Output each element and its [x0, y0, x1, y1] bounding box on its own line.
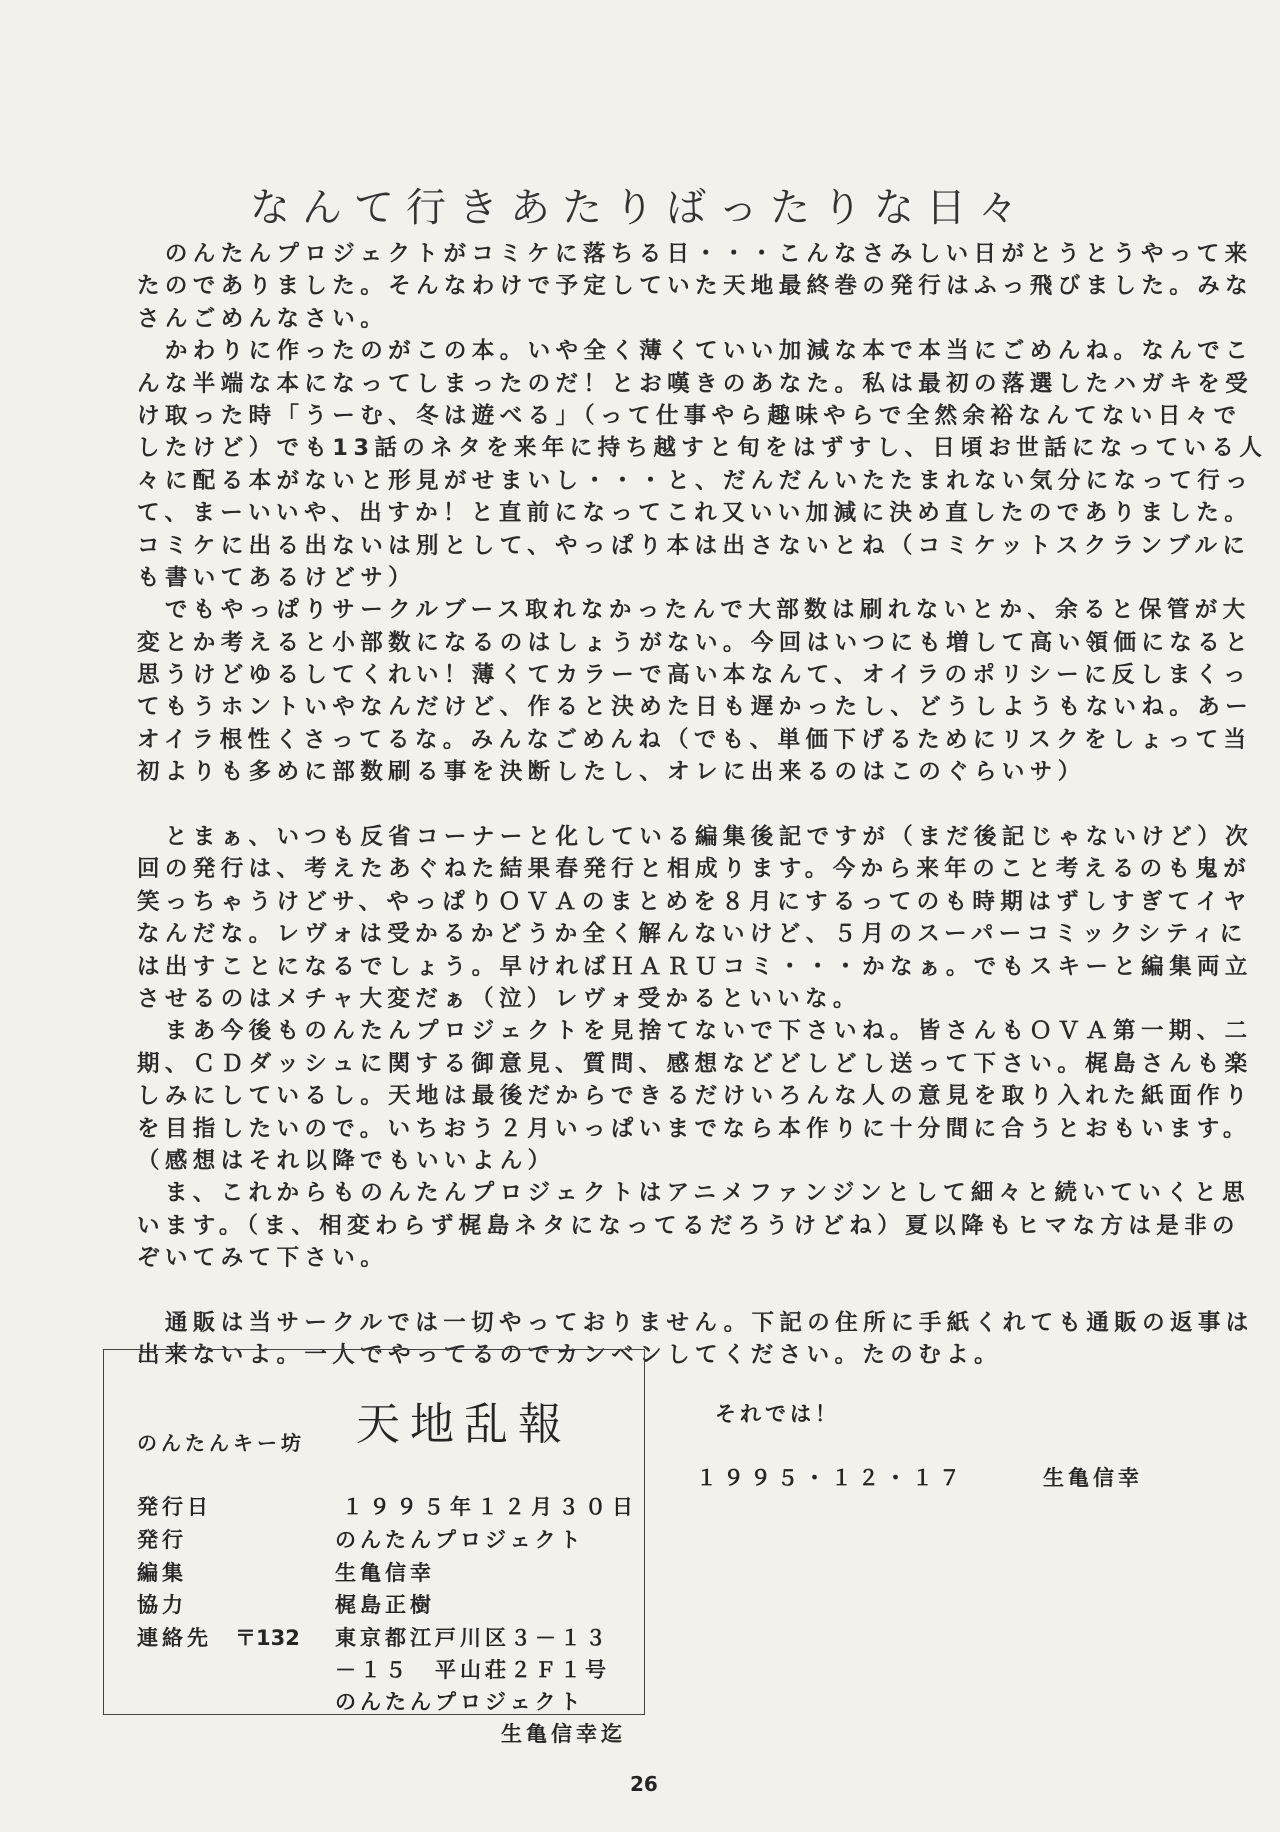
address-line-4: 生亀信幸迄: [501, 1722, 626, 1746]
issue-date: １９９５年１２月３０日: [342, 1495, 639, 1519]
publisher-label: 発行: [137, 1528, 187, 1552]
body-line: かわりに作ったのがこの本。いや全く薄くていい加減な本で本当にごめんね。なんでこ: [137, 338, 1254, 365]
body-line: させるのはメチャ大変だぁ（泣）レヴォ受かるといいな。: [137, 985, 861, 1012]
page-title: なんて行きあたりばったりな日々: [250, 185, 1030, 231]
address-line-2: －１５ 平山荘２Ｆ１号: [335, 1658, 610, 1682]
body-line: も書いてあるけどサ）: [137, 564, 417, 591]
publisher: のんたんプロジェクト: [335, 1528, 585, 1552]
contact-label: 連絡先: [137, 1626, 212, 1650]
body-line: とまぁ、いつも反省コーナーと化している編集後記ですが（まだ後記じゃないけど）次: [137, 824, 1254, 851]
page-number: 26: [630, 1772, 658, 1796]
body-line: なんだな。レヴォは受かるかどうか全く解んないけど、５月のスーパーコミックシティに: [137, 921, 1248, 948]
body-line: まあ今後ものんたんプロジェクトを見捨てないで下さいね。皆さんもＯＶＡ第一期、二: [137, 1018, 1253, 1045]
closing-date: １９９５・１２・１７: [696, 1466, 966, 1490]
zine-title: 天地乱報: [356, 1399, 572, 1450]
body-line: しみにしているし。天地は最後だからできるだけいろんな人の意見を取り入れた紙面作り: [137, 1083, 1253, 1110]
body-line: たのでありました。そんなわけで予定していた天地最終巻の発行はふっ飛びました。みな: [137, 273, 1254, 300]
body-line: います。（ま、相変わらず梶島ネタになってるだろうけどね）夏以降もヒマな方は是非の: [137, 1212, 1240, 1239]
farewell: それでは！: [715, 1402, 840, 1426]
body-line: ぞいてみて下さい。: [137, 1245, 389, 1272]
body-line: したけど）でも13話のネタを来年に持ち越すと旬をはずすし、日頃お世話になっている人: [137, 435, 1268, 462]
body-line: オイラ根性くさってるな。みんなごめんね（でも、単価下げるためにリスクをしょって当: [137, 726, 1252, 753]
issue-date-label: 発行日: [137, 1495, 212, 1519]
body-line: は出すことになるでしょう。早ければＨＡＲＵコミ・・・かなぁ。でもスキーと編集両立: [137, 953, 1253, 980]
body-line: 笑っちゃうけどサ、やっぱりＯＶＡのまとめを８月にするってのも時期はずしすぎてイヤ: [137, 888, 1252, 915]
blank-line: [137, 1275, 1157, 1307]
body-line: 思うけどゆるしてくれい！薄くてカラーで高い本なんて、オイラのポリシーに反しまくっ: [137, 662, 1251, 689]
body-line: を目指したいので。いちおう２月いっぱいまでなら本作りに十分間に合うとおもいます。: [137, 1115, 1251, 1142]
body-line: 通販は当サークルでは一切やっておりません。下記の住所に手紙くれても通販の返事は: [137, 1309, 1254, 1336]
body-line: 変とか考えると小部数になるのはしょうがない。今回はいつにも増して高い領価になると: [137, 629, 1254, 656]
body-line: 回の発行は、考えたあぐねた結果春発行と相成ります。今から来年のこと考えるのも鬼が: [137, 856, 1252, 883]
blank-line: [137, 789, 1157, 821]
body-line: さんごめんなさい。: [137, 305, 389, 332]
colophon-box: [103, 1349, 645, 1746]
zip-code: 〒132: [235, 1626, 300, 1650]
editor: 生亀信幸: [335, 1561, 435, 1585]
body-line: 々に配る本がないと形見がせまいし・・・と、だんだんいたたまれない気分になって行っ: [137, 467, 1254, 494]
cooperation-label: 協力: [137, 1593, 187, 1617]
colophon-row-address-4: [104, 1718, 626, 1748]
body-line: コミケに出る出ないは別として、やっぱり本は出さないとね（コミケットスクランブルに: [137, 532, 1251, 559]
body-line: 期、ＣＤダッシュに関する御意見、質問、感想などどしどし送って下さい。梶島さんも楽: [137, 1050, 1253, 1077]
body-line: 出来ないよ。一人でやってるのでカンベンしてください。たのむよ。: [137, 1342, 1002, 1369]
body-text: [137, 238, 1268, 1372]
circle-name: のんたんキー坊: [137, 1431, 305, 1455]
body-line: のんたんプロジェクトがコミケに落ちる日・・・こんなさみしい日がとうとうやって来: [137, 241, 1253, 267]
closing-author: 生亀信幸: [1043, 1466, 1143, 1490]
body-line: でもやっぱりサークルブース取れなかったんで大部数は刷れないとか、余ると保管が大: [137, 597, 1251, 624]
cooperation: 梶島正樹: [335, 1593, 435, 1617]
body-line: てもうホントいやなんだけど、作ると決めた日も遅かったし、どうしようもないね。あー: [137, 694, 1254, 721]
address-line-3: のんたんプロジェクト: [335, 1690, 585, 1714]
body-line: 初よりも多めに部数刷る事を決断したし、オレに出来るのはこのぐらいサ）: [137, 759, 1086, 786]
body-line: け取った時「うーむ、冬は遊べる」（って仕事やら趣味やらで全然余裕なんてない日々で: [137, 402, 1242, 429]
body-line: て、まーいいや、出すか！と直前になってこれ又いい加減に決め直したのでありました。: [137, 500, 1253, 527]
body-line: （感想はそれ以降でもいいよん）: [137, 1147, 556, 1174]
editor-label: 編集: [137, 1561, 187, 1585]
address-line-1: 東京都江戸川区３－１３: [335, 1626, 610, 1650]
body-line: んな半端な本になってしまったのだ！とお嘆きのあなた。私は最初の落選したハガキを受: [137, 370, 1254, 397]
body-line: ま、これからものんたんプロジェクトはアニメファンジンとして細々と続いていくと思: [137, 1180, 1250, 1207]
